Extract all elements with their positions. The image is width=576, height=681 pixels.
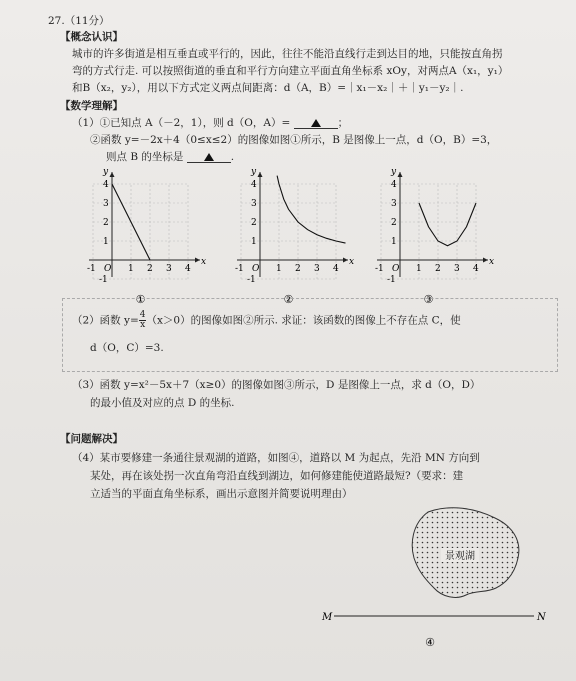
function-graphs: [60, 160, 495, 310]
x-tick-label: O: [252, 264, 260, 274]
x-tick-label: 1: [416, 264, 422, 274]
y-tick-label: 3: [391, 199, 397, 209]
y-tick-label: 1: [391, 237, 397, 247]
x-axis-arrow-icon: [483, 258, 488, 263]
x-tick-label: 3: [454, 264, 460, 274]
x-axis-arrow-icon: [343, 258, 348, 263]
graph-caption: ③: [423, 293, 434, 306]
x-tick-label: 4: [333, 264, 339, 274]
y-axis-arrow-icon: [398, 172, 403, 177]
q2-line-2: d（O，C）=3.: [90, 342, 164, 354]
x-tick-label: O: [104, 264, 112, 274]
answer-area-q2: [62, 298, 558, 372]
y-tick-label: 1: [251, 237, 257, 247]
y-tick-label: 2: [251, 218, 257, 228]
triangle-marker-icon: [311, 119, 321, 127]
x-tick-label: 2: [295, 264, 301, 274]
x-tick-label: 3: [314, 264, 320, 274]
figure-4-caption: ④: [425, 636, 435, 649]
y-axis-arrow-icon: [110, 172, 115, 177]
y-tick-label: -1: [247, 275, 256, 285]
lake-label: 景观湖: [445, 551, 475, 562]
concept-text-line-1: 城市的许多街道是相互垂直或平行的，因此，往往不能沿直线行走到达目的地，只能按直角拐: [72, 48, 503, 60]
road-point-n: N: [537, 612, 546, 623]
figure-4-lake-road: [300, 500, 570, 660]
q3-line-2: 的最小值及对应的点 D 的坐标.: [90, 397, 235, 409]
y-tick-label: 3: [251, 199, 257, 209]
math-section-title: 【数学理解】: [60, 100, 123, 112]
q2-line-1-start: （2）函数 y=: [72, 314, 139, 327]
y-tick-label: 4: [391, 180, 397, 190]
y-tick-label: 2: [103, 218, 109, 228]
x-tick-label: O: [392, 264, 400, 274]
x-tick-label: 4: [473, 264, 479, 274]
y-axis-label: y: [391, 167, 397, 177]
y-tick-label: 2: [391, 218, 397, 228]
q4-line-1: （4）某市要修建一条通往景观湖的道路，如图④，道路以 M 为起点，先沿 MN 方向到: [72, 452, 480, 464]
graph-caption: ②: [283, 293, 294, 306]
q3-line-1: （3）函数 y=x²－5x＋7（x≥0）的图像如图③所示，D 是图像上一点，求 d（O，D）: [72, 379, 481, 391]
x-axis-arrow-icon: [195, 258, 200, 263]
x-tick-label: -1: [87, 264, 96, 274]
x-tick-label: 2: [435, 264, 441, 274]
q1-line-2: ②函数 y=－2x＋4（0≤x≤2）的图像如图①所示，B 是图像上一点，d（O，B）=3，: [90, 134, 498, 146]
answer-blank-1[interactable]: [294, 117, 338, 129]
y-tick-label: -1: [99, 275, 108, 285]
fraction-numerator: 4: [139, 310, 146, 320]
road-point-m: M: [322, 612, 333, 623]
concept-text-line-2: 弯的方式行走. 可以按照街道的垂直和平行方向建立平面直角坐标系 xOy，对两点A（x₁，y₁）: [72, 65, 509, 77]
function-curve: [277, 176, 345, 243]
x-tick-label: 4: [185, 264, 191, 274]
y-tick-label: 4: [251, 180, 257, 190]
y-axis-label: y: [103, 167, 109, 177]
y-tick-label: 1: [103, 237, 109, 247]
concept-section-title: 【概念认识】: [60, 31, 123, 43]
solve-section-title: 【问题解决】: [60, 433, 123, 445]
q4-line-3: 立适当的平面直角坐标系，画出示意图并简要说明理由）: [90, 488, 353, 500]
x-tick-label: 1: [276, 264, 282, 274]
x-tick-label: -1: [375, 264, 384, 274]
y-axis-label: y: [251, 167, 257, 177]
fraction-denominator: x: [140, 320, 146, 330]
y-tick-label: -1: [387, 275, 396, 285]
y-tick-label: 3: [103, 199, 109, 209]
x-axis-label: x: [489, 257, 495, 267]
function-curve: [419, 203, 476, 246]
x-axis-label: x: [349, 257, 355, 267]
q1-line-1: （1）①已知点 A（－2，1），则 d（O，A）= ；: [72, 117, 349, 129]
concept-text-line-3: 和B（x₂，y₂），用以下方式定义两点间距离：d（A，B）=｜x₁－x₂｜＋｜y₁－y₂｜.: [72, 82, 464, 94]
y-tick-label: 4: [103, 180, 109, 190]
q4-line-2: 某处，再在该处拐一次直角弯沿直线到湖边，如何修建能使道路最短?（要求：建: [90, 470, 464, 482]
q1-line-3-text: 则点 B 的坐标是: [106, 151, 184, 163]
x-tick-label: 1: [128, 264, 134, 274]
q1-line-3: 则点 B 的坐标是 .: [106, 151, 235, 163]
y-axis-arrow-icon: [258, 172, 263, 177]
q2-line-1-end: （x＞0）的图像如图②所示. 求证：该函数的图像上不存在点 C，使: [146, 314, 461, 327]
question-header: 27.（11分）: [48, 15, 110, 27]
x-tick-label: 3: [166, 264, 172, 274]
graph-caption: ①: [135, 293, 146, 306]
x-axis-label: x: [201, 257, 207, 267]
x-tick-label: 2: [147, 264, 153, 274]
q2-line-1: [72, 311, 461, 330]
x-tick-label: -1: [235, 264, 244, 274]
q1-line-1-text: （1）①已知点 A（－2，1），则 d（O，A）=: [72, 117, 291, 129]
